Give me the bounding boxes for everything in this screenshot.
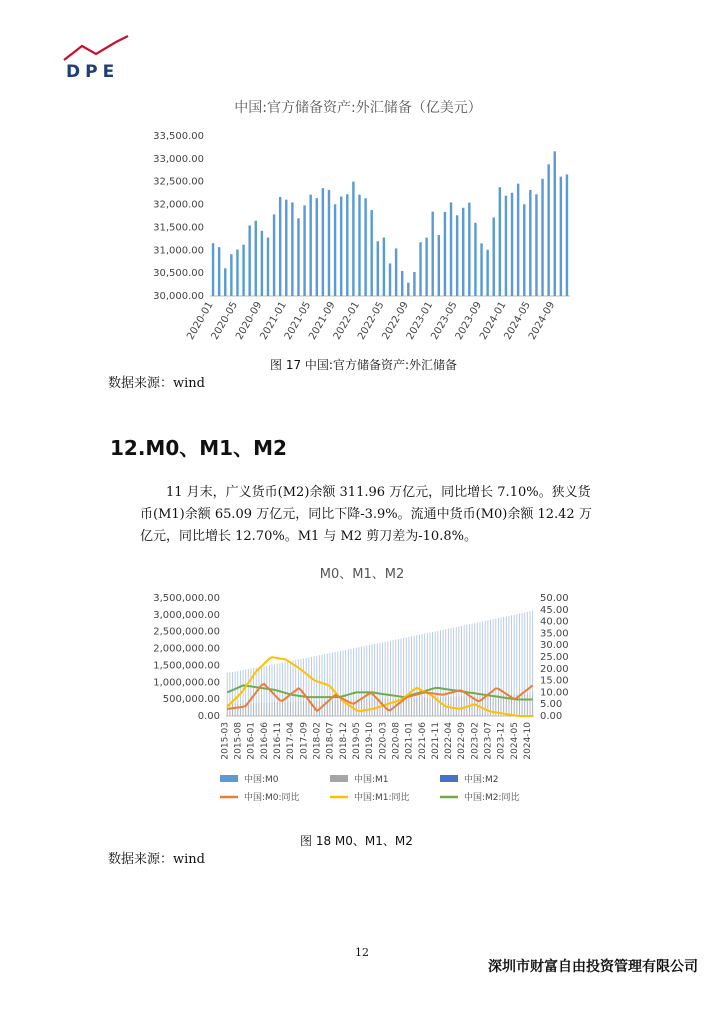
bar [267,237,269,296]
bar [444,212,446,296]
m1-bar [277,702,278,716]
legend-swatch [330,775,348,782]
m1-bar [458,696,459,716]
m1-bar [390,699,391,716]
m1-bar [364,699,365,716]
x-tick-label: 2022-09 [457,722,468,760]
m1-bar [261,703,262,716]
x-tick-label: 2023-02 [470,722,481,760]
x-tick-label: 2021-05 [282,300,314,342]
bar [438,235,440,296]
legend-label: 中国:M0:同比 [244,793,300,803]
bar [383,238,385,296]
paragraph-line: 11 月末，广义货币(M2)余额 311.96 万亿元，同比增长 7.10%。狭义货 [166,485,591,500]
m1-bar [274,702,275,716]
bar [261,231,263,296]
x-tick-label: 2019-05 [351,722,362,760]
m1-bar [527,694,528,716]
bar [377,241,379,296]
y-tick-label: 30,500.00 [153,268,204,280]
bar [511,193,513,296]
figure-caption: 图 17 中国:官方储备资产:外汇储备 [270,358,457,372]
legend-label: 中国:M1:同比 [354,793,410,803]
x-tick-label: 2018-02 [312,722,323,760]
m1-bar [329,701,330,716]
m1-bar [453,697,454,716]
x-tick-label: 2023-09 [453,300,485,342]
paragraph-line: 亿元，同比增长 12.70%。M1 与 M2 剪刀差为-10.8%。 [140,529,477,544]
bar [554,151,556,296]
m1-bar [369,699,370,716]
m1-bar [490,695,491,716]
x-tick-label: 2015-03 [220,722,231,760]
m1-bar [335,700,336,716]
company-name: 深圳市财富自由投资管理有限公司 [488,959,698,975]
bar [560,177,562,296]
m1-bar [237,704,238,716]
x-tick-label: 2021-01 [404,722,415,760]
bar [413,272,415,296]
y-tick-label: 32,500.00 [153,176,204,188]
m1-bar [266,703,267,716]
y-right-tick-label: 0.00 [540,711,563,722]
m1-bar [279,702,280,716]
m1-bar [358,700,359,716]
bar [395,248,397,296]
bar [236,250,238,296]
m1-bar [295,702,296,716]
data-source: 数据来源：wind [108,376,205,391]
y-left-tick-label: 500,000.00 [162,694,220,706]
bar [407,283,409,296]
m1-bar [372,699,373,716]
m1-bar [427,697,428,716]
m1-bar [485,696,486,716]
x-tick-label: 2021-09 [307,300,338,342]
fx-reserves-chart [140,88,580,350]
y-tick-label: 31,500.00 [153,222,204,234]
bar [316,198,318,296]
m1-bar [416,698,417,716]
x-tick-label: 2021-06 [417,722,428,760]
m1-bar [408,698,409,716]
bar [322,188,324,296]
m1-bar [282,702,283,716]
m1-bar [435,697,436,716]
x-tick-label: 2022-01 [331,300,363,342]
m1-bar [256,703,257,716]
logo-swoosh-icon [62,34,132,64]
y-right-tick-label: 35.00 [540,628,569,640]
m1-bar [306,701,307,716]
x-tick-label: 2020-01 [185,300,216,342]
legend-swatch [220,775,238,782]
m1-bar [519,695,520,716]
bar [370,210,372,296]
bar [255,221,257,296]
bar [346,194,348,296]
bar [358,195,360,296]
page-number: 12 [355,946,369,959]
x-tick-label: 2024-05 [502,300,533,342]
m1-bar [530,694,531,716]
m1-bar [337,700,338,716]
m1-bar [387,699,388,716]
bar [486,250,488,296]
m1-bar [253,703,254,716]
body-paragraph [140,482,630,548]
m1-bar [243,703,244,716]
bar [297,218,299,296]
bar [535,194,537,296]
bar [425,238,427,296]
bar [352,182,354,296]
m1-bar [250,703,251,716]
m1-bar [269,703,270,716]
bar [566,174,568,296]
bar [523,204,525,296]
bar [431,212,433,296]
x-tick-label: 2017-04 [286,722,297,760]
y-left-tick-label: 1,500,000.00 [153,660,220,672]
y-right-tick-label: 25.00 [540,652,569,663]
bar [493,217,495,296]
y-tick-label: 33,000.00 [153,153,204,165]
bar [334,204,336,296]
legend-label: 中国:M0 [244,775,279,785]
y-tick-label: 33,500.00 [153,131,204,142]
m1-bar [524,694,525,716]
m1-bar [361,700,362,716]
y-right-tick-label: 45.00 [540,604,569,616]
x-tick-label: 2020-03 [378,722,389,760]
x-tick-label: 2023-05 [429,300,460,342]
bar [242,245,244,296]
x-tick-label: 2021-11 [430,722,441,760]
m1-bar [461,696,462,716]
money-supply-chart [140,560,580,816]
bar [389,263,391,296]
m1-bar [432,697,433,716]
m1-bar [287,702,288,716]
y-right-tick-label: 50.00 [540,593,569,604]
x-tick-label: 2023-07 [483,722,494,760]
x-tick-label: 2020-05 [209,300,241,342]
y-right-tick-label: 5.00 [540,699,563,711]
y-right-tick-label: 30.00 [540,640,569,652]
y-tick-label: 30,000.00 [153,291,204,302]
m1-bar [487,696,488,716]
section-heading: 12.M0、M1、M2 [110,436,287,460]
m1-bar [235,704,236,716]
x-tick-label: 2020-08 [391,722,402,760]
legend-label: 中国:M2 [464,775,499,785]
y-right-tick-label: 10.00 [540,687,569,699]
bar [248,225,250,296]
m1-bar [522,694,523,716]
bar [279,197,281,296]
m1-bar [532,694,533,716]
x-tick-label: 2024-05 [509,722,520,760]
m1-bar [303,701,304,716]
y-left-tick-label: 1,000,000.00 [153,677,220,689]
y-right-tick-label: 40.00 [540,616,569,628]
x-tick-label: 2015-08 [233,722,244,760]
m1-bar [248,703,249,716]
x-tick-label: 2016-06 [259,722,270,760]
m1-bar [382,699,383,716]
bar [541,179,543,296]
x-tick-label: 2016-11 [272,722,283,760]
m1-bar [285,702,286,716]
m1-bar [443,697,444,716]
bar [364,198,366,296]
bar [218,247,220,296]
m1-bar [464,696,465,716]
figure-caption: 图 18 M0、M1、M2 [300,834,413,848]
m1-bar [422,698,423,716]
m1-bar [298,702,299,716]
x-tick-label: 2023-12 [496,722,507,760]
bar [547,164,549,296]
m1-bar [429,697,430,716]
m1-bar [366,699,367,716]
bar [499,187,501,296]
y-right-tick-label: 15.00 [540,675,569,687]
legend-label: 中国:M1 [354,775,389,785]
m1-bar [406,698,407,716]
m1-bar [424,698,425,716]
x-tick-label: 2019-10 [365,722,376,760]
m1-bar [451,697,452,716]
m1-bar [272,702,273,716]
bar [480,243,482,296]
y-left-tick-label: 3,000,000.00 [153,609,220,621]
bar [230,254,232,296]
bar [505,196,507,296]
bar [401,271,403,296]
y-right-tick-label: 20.00 [540,663,569,675]
m1-bar [308,701,309,716]
bar [291,202,293,296]
m1-bar [456,697,457,716]
bar [309,195,311,296]
m1-bar [240,703,241,716]
bar [468,203,470,296]
bar [328,190,330,296]
paragraph-line: 币(M1)余额 65.09 万亿元，同比下降-3.9%。流通中货币(M0)余额 12.42 万 [140,507,592,522]
bar [450,202,452,296]
m1-bar [332,700,333,716]
m1-bar [419,698,420,716]
m1-bar [264,703,265,716]
x-tick-label: 2020-09 [234,300,265,342]
x-tick-label: 2016-01 [246,722,257,760]
y-left-tick-label: 3,500,000.00 [153,593,220,604]
m1-bar [293,702,294,716]
bar [419,242,421,296]
m1-bar [411,698,412,716]
bar [529,190,531,296]
x-tick-label: 2024-09 [526,300,558,342]
x-tick-label: 2022-05 [356,300,387,342]
y-left-tick-label: 2,500,000.00 [153,626,220,638]
x-tick-label: 2017-09 [299,722,310,760]
bar [462,208,464,296]
bar [474,223,476,296]
m1-bar [300,702,301,716]
bar [456,215,458,296]
legend-label: 中国:M2:同比 [464,793,520,803]
m1-bar [440,697,441,716]
x-tick-label: 2018-07 [325,722,336,760]
x-tick-label: 2023-01 [404,300,436,342]
y-left-tick-label: 2,000,000.00 [153,643,220,655]
logo-text: DPE [66,62,120,82]
legend-swatch [440,775,458,782]
bar [517,184,519,296]
m1-bar [232,704,233,716]
y-left-tick-label: 0.00 [197,711,220,722]
x-tick-label: 2024-01 [478,300,509,342]
m1-bar [414,698,415,716]
chart-title: M0、M1、M2 [319,567,405,582]
x-tick-label: 2021-01 [258,300,289,342]
x-tick-label: 2024-10 [523,722,534,760]
bar [285,200,287,296]
y-tick-label: 31,000.00 [153,245,204,257]
x-tick-label: 2022-09 [380,300,411,342]
x-tick-label: 2022-04 [444,722,455,760]
m1-bar [290,702,291,716]
data-source: 数据来源：wind [108,852,205,867]
y-tick-label: 32,000.00 [153,199,204,211]
bar [273,214,275,296]
x-tick-label: 2018-12 [338,722,349,760]
bar [212,243,214,296]
bar [303,205,305,296]
bar [224,268,226,296]
m1-bar [340,700,341,716]
m1-bar [258,703,259,716]
chart-title: 中国:官方储备资产:外汇储备（亿美元） [234,100,482,116]
m1-bar [316,701,317,716]
bar [340,197,342,296]
